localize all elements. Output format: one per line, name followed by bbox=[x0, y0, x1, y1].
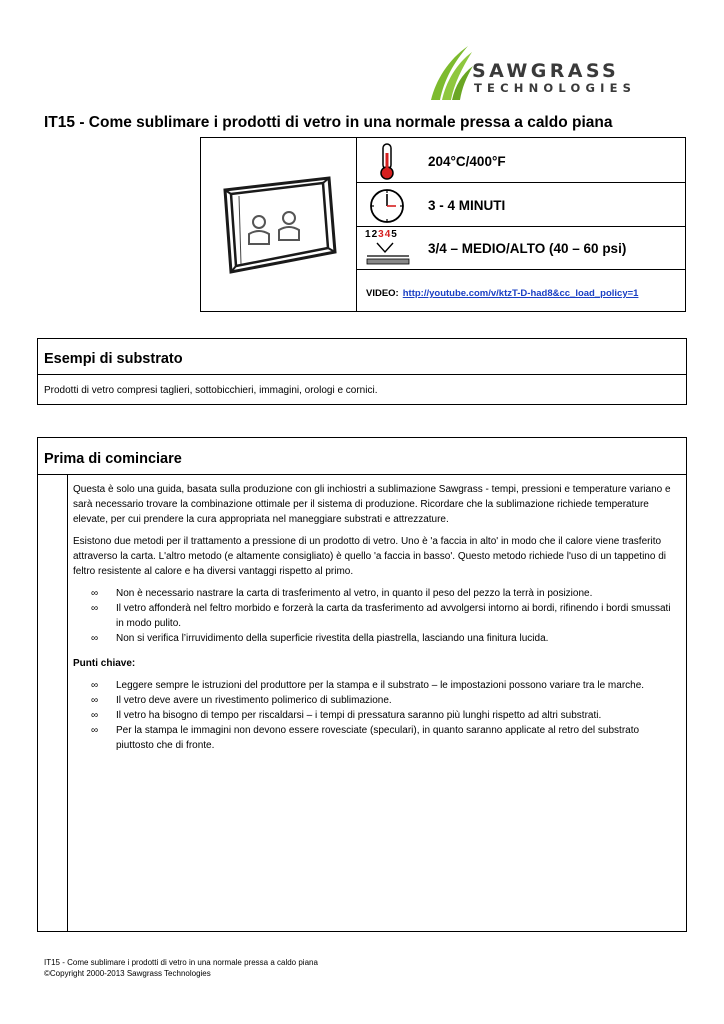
glass-frame-illustration bbox=[217, 172, 347, 282]
infinity-bullet-icon: ∞ bbox=[91, 633, 99, 644]
video-label: VIDEO: bbox=[366, 288, 399, 299]
pressure-scale-icon bbox=[365, 229, 415, 269]
pressure-level-1: 1 bbox=[365, 229, 372, 240]
sawgrass-logo bbox=[428, 44, 678, 100]
infinity-bullet-icon: ∞ bbox=[91, 695, 99, 706]
substrate-section bbox=[37, 338, 687, 405]
video-link[interactable]: http://youtube.com/v/ktzT-D-had8&cc_load_policy=1 bbox=[402, 288, 639, 299]
list-item: ∞ Per la stampa le immagini non devono essere rovesciate (speculari), in quanto saranno applicate al retro del substrato piuttosto che di fronte. bbox=[91, 725, 640, 751]
parameters-table bbox=[200, 137, 686, 312]
substrate-heading: Esempi di substrato bbox=[44, 351, 183, 367]
infinity-bullet-icon: ∞ bbox=[91, 710, 99, 721]
pressure-level-2: 2 bbox=[371, 229, 379, 240]
infinity-bullet-icon: ∞ bbox=[91, 680, 99, 691]
footer-title: IT15 - Come sublimare i prodotti di vetro in una normale pressa a caldo piana bbox=[44, 958, 318, 967]
pressure-level-3: 3 bbox=[378, 229, 385, 240]
list-item: ∞ Il vetro ha bisogno di tempo per riscaldarsi – i tempi di pressatura saranno più lunghi rispetto ad altri substrati. bbox=[91, 710, 602, 721]
pressure-level-5: 5 bbox=[391, 229, 398, 240]
key-points-list bbox=[73, 678, 673, 753]
page-footer bbox=[44, 957, 318, 979]
logo-tagline: TECHNOLOGIES bbox=[474, 81, 637, 95]
methods-paragraph: Esistono due metodi per il trattamento a pressione di un prodotto di vetro. Uno è 'a faccia in alto' in modo che il calore viene trasferito attraverso la carta. L'altro metodo (e altamente consigliato) è quello 'a faccia in basso'. Questo metodo richiede l'uso di un tappetino di feltro resistente al calore e ha diversi vantaggi rispetto al primo. bbox=[73, 536, 666, 577]
list-item: ∞ Leggere sempre le istruzioni del produttore per la stampa e il substrato – le impostazioni possono variare tra le marche. bbox=[91, 680, 645, 691]
before-start-section bbox=[37, 437, 687, 932]
list-item: ∞ Non si verifica l’irruvidimento della superficie rivestita della piastrella, lasciando una finitura lucida. bbox=[91, 633, 549, 644]
key-points-heading: Punti chiave: bbox=[73, 658, 136, 669]
list-item: ∞ Non è necessario nastrare la carta di trasferimento al vetro, in quanto il peso del pezzo la terrà in posizione. bbox=[91, 588, 593, 599]
logo-wordmark: SAWGRASS bbox=[472, 60, 620, 82]
press-arrow-icon bbox=[365, 240, 413, 268]
time-value: 3 - 4 MINUTI bbox=[428, 198, 506, 213]
pressure-level-4: 4 bbox=[384, 229, 392, 240]
before-start-heading: Prima di cominciare bbox=[44, 451, 182, 467]
grass-leaves-icon bbox=[428, 44, 474, 100]
temperature-value: 204°C/400°F bbox=[428, 154, 506, 169]
infinity-bullet-icon: ∞ bbox=[91, 725, 99, 736]
list-item: ∞ Il vetro deve avere un rivestimento polimerico di sublimazione. bbox=[91, 695, 392, 706]
page-title: IT15 - Come sublimare i prodotti di vetro in una normale pressa a caldo piana bbox=[44, 114, 613, 131]
video-row bbox=[366, 288, 638, 299]
clock-icon bbox=[365, 185, 409, 225]
substrate-text: Prodotti di vetro compresi taglieri, sottobicchieri, immagini, orologi e cornici. bbox=[44, 385, 378, 396]
pressure-value: 3/4 – MEDIO/ALTO (40 – 60 psi) bbox=[428, 241, 627, 256]
infinity-bullet-icon: ∞ bbox=[91, 603, 99, 614]
thermometer-icon bbox=[365, 141, 409, 181]
advantages-list bbox=[73, 586, 673, 646]
list-item: ∞ Il vetro affonderà nel feltro morbido e forzerà la carta da trasferimento ad avvolgersi intorno ai bordi, rifinendo i bordi smussati in modo pulito. bbox=[91, 603, 671, 629]
infinity-bullet-icon: ∞ bbox=[91, 588, 99, 599]
intro-paragraph: Questa è solo una guida, basata sulla produzione con gli inchiostri a sublimazione Sawgrass - tempi, pressioni e temperature variano e sarà necessario trovare la combinazione ottimale per il sistema di produzione. Ricordare che la sublimazione richiede temperature elevate, per cui prendere la cura appropriata nel maneggiare substrati e attrezzature. bbox=[73, 484, 671, 525]
footer-copyright: ©Copyright 2000-2013 Sawgrass Technologies bbox=[44, 969, 211, 978]
